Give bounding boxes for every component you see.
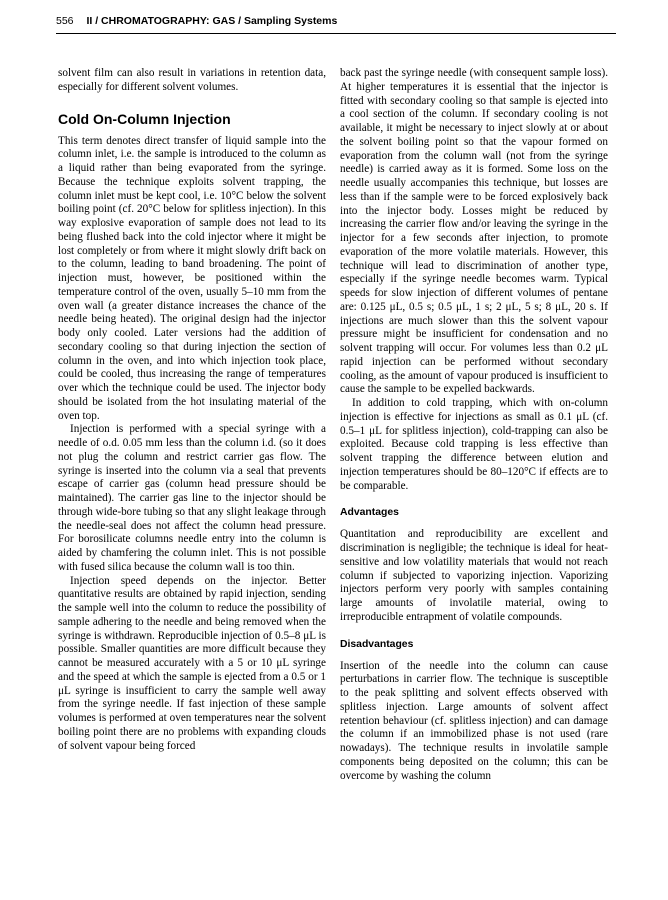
subheading-advantages: Advantages <box>340 507 399 519</box>
page-number: 556 <box>56 15 74 27</box>
paragraph-advantages: Quantitation and reproducibility are excellent and discrimination is negligible; the technique is ideal for heat-sensitive and low volatility materials that would not reach column if subjected to vaporizing injection. Vaporizing injectors perform very poorly with samples containing large amounts of involatile material, owing to irreproducible entrapment of volatile compounds. <box>340 528 608 623</box>
subheading-disadvantages: Disadvantages <box>340 638 414 650</box>
paragraph-disadvantages: Insertion of the needle into the column can cause perturbations in carrier flow. The technique is susceptible to the peak splitting and solvent effects observed with splitless injection. Large amounts of solvent affect retention behaviour (cf. splitless injection) and can damage the column if an immobilized phase is not used (rare nowadays). The technique results in involatile sample components being deposited on the column; this can be overcome by washing the column <box>340 659 608 782</box>
paragraph-continuation: solvent film can also result in variations in retention data, especially for different solvent volumes. <box>58 67 326 93</box>
running-header <box>56 15 616 27</box>
running-title: II / CHROMATOGRAPHY: GAS / Sampling Systems <box>86 15 338 27</box>
paragraph: This term denotes direct transfer of liquid sample into the column inlet, i.e. the sample is introduced to the column as a liquid rather than being evaporated from the syringe. Because the technique exploits solvent trapping, the column inlet must be kept cool, i.e. 10°C below the solvent boiling point (cf. 20°C below for splitless injection). In this way explosive evaporation of sample does not lead to its being flushed back into the cold injector where it might be lost completely or from where it might slowly drift back on to the column, leading to band broadening. The point of injection must, however, be positioned within the temperature control of the oven, usually 5–10 mm from the oven wall (a greater distance increases the chance of the needle being heated). The original design had the injector body only cooled. Later versions had the addition of secondary cooling so that during injection the section of column in the oven, and into which injection took place, could be cooled, thus increasing the range of temperatures over which the technique could be used. The injector body should be isolated from the hot insulating material of the oven top. <box>58 134 326 422</box>
paragraph: Injection is performed with a special syringe with a needle of o.d. 0.05 mm less than the column i.d. (so it does not plug the column and restrict carrier gas flow. The syringe is inserted into the column via a seal that prevents escape of carrier gas (column head pressure should be maintained). The carrier gas line to the injector should be through wide-bore tubing so that any slight leakage through the needle-seal does not affect the column head pressure. For borosilicate columns needle entry into the column is aided by chamfering the column inlet. This is not possible with fused silica because the column wall is too thin. <box>58 423 326 573</box>
paragraph: Injection speed depends on the injector. Better quantitative results are obtained by rapid injection, sending the sample well into the column to reduce the possibility of sample adhering to the needle and being removed when the syringe is withdrawn. Reproducible injection of 0.5–8 μL is possible. Smaller quantities are more difficult because they cannot be measured accurately with a 5 or 10 μL syringe and the speed at which the sample is ejected from a 0.5 or 1 μL syringe is insufficient to carry the sample well away from the syringe needle. If fast injection of these sample volumes is performed at oven temperatures near the solvent boiling point there are no problems with expanding clouds of solvent vapour being forced <box>58 574 326 752</box>
left-column <box>58 67 326 753</box>
right-column <box>340 67 608 783</box>
paragraph: In addition to cold trapping, which with on-column injection is effective for injections as small as 0.1 μL (cf. 0.5–1 μL for splitless injection), cold-trapping can also be exploited. Because cold trapping is less effective than solvent trapping the difference between elution and injection temperatures should be 80–120°C if effects are to be comparable. <box>340 397 608 492</box>
paragraph-continuation: back past the syringe needle (with consequent sample loss). At higher temperatures it is essential that the injector is fitted with secondary cooling so that sample is ejected into a cool section of the column. If secondary cooling is not available, it might be necessary to inject slowly at or about the solvent boiling point so that the vapour formed on evaporation from the column wall (not from the syringe needle) is carried away as it is formed. Some loss on the needle usually accompanies this technique, but losses are less than if the sample were to be forced explosively back into the injector body. Losses might be reduced by increasing the carrier flow and/or leaving the syringe in the injector for a few seconds after injection, to promote evaporation of the more volatile materials. However, this technique will lead to discrimination of another type, especially if the syringe needle becomes warm. Typical speeds for slow injection of different volumes of pentane are: 0.125 μL, 0.5 s; 0.5 μL, 1 s; 2 μL, 5 s; 8 μL, 20 s. If injections are much slower than this the solvent vapour pressure might be insufficient for condensation and no solvent trapping will occur. For volumes less than 0.2 μL rapid injection can be performed without secondary cooling, as the amount of vapour produced is insufficient to cause the sample to be expelled backwards. <box>340 67 608 396</box>
header-rule <box>56 33 616 34</box>
section-heading-cold-on-column: Cold On-Column Injection <box>58 110 231 127</box>
